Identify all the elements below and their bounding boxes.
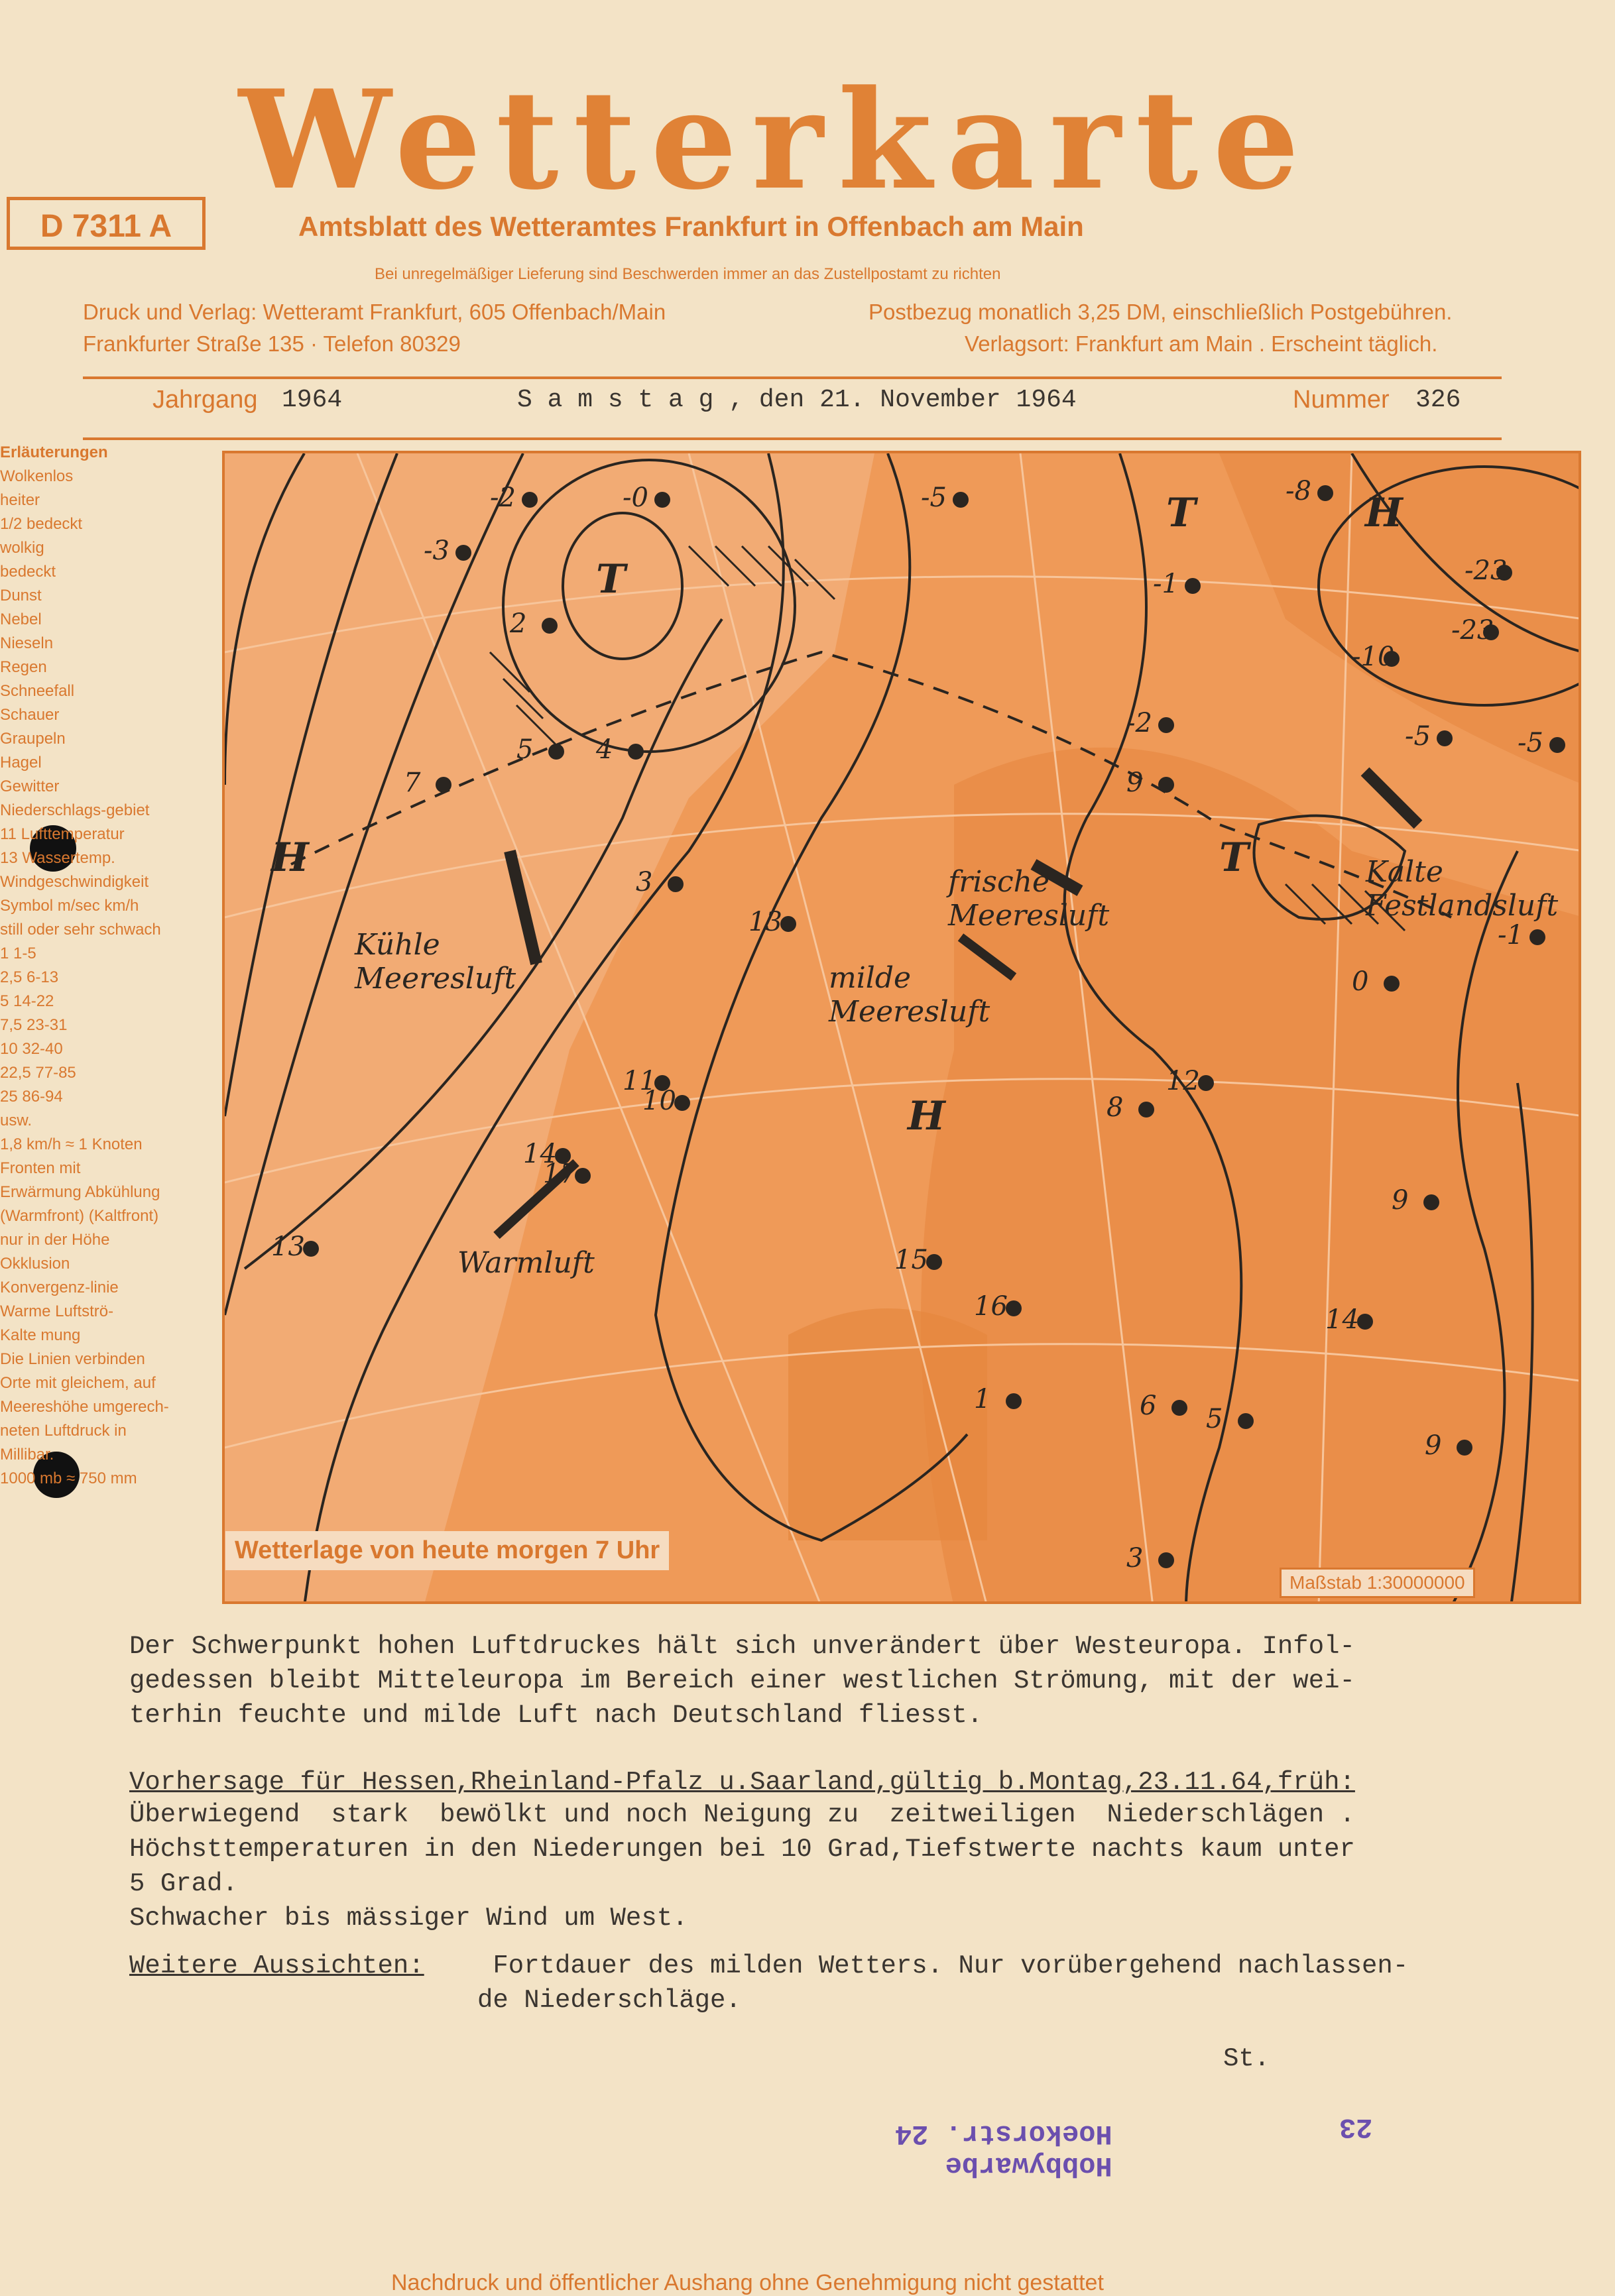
legend-item: 1000 mb ≈ 750 mm [0, 1469, 137, 1487]
station-plot [748, 907, 796, 937]
legend-item: nur in der Höhe [0, 1231, 110, 1249]
station-temperature: 7 [404, 768, 421, 798]
station-temperature: -3 [424, 536, 449, 566]
station-circle [303, 1241, 319, 1257]
masthead-subtitle: Amtsblatt des Wetteramtes Frankfurt in Offenbach am Main [298, 211, 1084, 242]
station-temperature: -2 [1126, 708, 1152, 738]
outlook-label: Weitere Aussichten: [129, 1951, 424, 1980]
station-temperature: 13 [748, 907, 782, 937]
station-temperature: -5 [921, 483, 947, 513]
station-circle [1158, 1552, 1174, 1568]
station-temperature: -1 [1153, 569, 1179, 599]
high-pressure-center: H [1365, 490, 1403, 536]
station-temperature: 0 [1352, 966, 1369, 997]
legend-item: Konvergenz-linie [0, 1279, 119, 1296]
legend-item: 1,8 km/h ≈ 1 Knoten [0, 1135, 143, 1153]
station-circle [1158, 717, 1174, 733]
airmass-label: milde Meeresluft [829, 961, 990, 1029]
station-temperature: 12 [1166, 1066, 1200, 1096]
station-temperature: 14 [1325, 1304, 1359, 1335]
station-plot [636, 867, 684, 897]
reprint-notice: Nachdruck und öffentlicher Aushang ohne Genehmigung nicht gestattet [391, 2270, 1104, 2295]
low-pressure-center: T [596, 556, 626, 603]
legend-item: Schauer [0, 706, 60, 724]
legend-item: Millibar. [0, 1446, 54, 1464]
legend-item: Nebel [0, 610, 42, 628]
legend-item: Warme Luftströ- [0, 1302, 114, 1320]
legend-item: 1 1-5 [0, 945, 36, 962]
station-temperature: 10 [642, 1086, 676, 1116]
station-temperature: -10 [1352, 642, 1395, 672]
high-pressure-center: H [271, 834, 309, 881]
forecast-heading: Vorhersage für Hessen,Rheinland-Pfalz u.Saarland,gültig b.Montag,23.11.64,früh: [129, 1768, 1355, 1797]
legend-item: bedeckt [0, 563, 56, 581]
station-circle [542, 618, 558, 634]
low-pressure-center: T [1166, 490, 1196, 536]
station-temperature: -5 [1405, 721, 1431, 752]
station-circle [455, 545, 471, 561]
station-plot [921, 483, 969, 513]
legend-item: Fronten mit [0, 1159, 81, 1177]
station-temperature: 5 [516, 734, 534, 765]
legend-item: Niederschlags-gebiet [0, 801, 150, 819]
station-temperature: 4 [596, 734, 613, 765]
legend-item: Wolkenlos [0, 467, 74, 485]
station-plot [1451, 615, 1499, 646]
station-circle [1198, 1075, 1214, 1091]
station-temperature: 6 [1140, 1391, 1157, 1421]
airmass-label: Kühle Meeresluft [355, 928, 516, 996]
year-value: 1964 [282, 386, 343, 414]
station-temperature: 1 [974, 1384, 991, 1414]
legend-item: Dunst [0, 587, 42, 604]
station-circle [1317, 485, 1333, 501]
legend-item: 22,5 77-85 [0, 1064, 76, 1082]
stamp-line: Hobbywarbe [945, 2150, 1112, 2181]
station-circle [1357, 1314, 1373, 1330]
legend-item: 10 32-40 [0, 1040, 63, 1058]
legend-item: Regen [0, 658, 47, 676]
legend-item: 13 Wassertemp. [0, 849, 115, 867]
delivery-note: Bei unregelmäßiger Lieferung sind Beschwerden immer an das Zustellpostamt zu richten [375, 265, 1001, 283]
station-circle [575, 1168, 591, 1184]
legend-item: Graupeln [0, 730, 66, 748]
legend-item: Kalte mung [0, 1326, 81, 1344]
legend-item: Nieseln [0, 634, 54, 652]
legend-item: 1/2 bedeckt [0, 515, 83, 533]
station-temperature: 14 [523, 1139, 557, 1169]
station-temperature: 15 [894, 1245, 928, 1275]
imprint-right-2: Verlagsort: Frankfurt am Main . Erscheint täglich. [965, 331, 1438, 356]
station-plot [1405, 721, 1453, 752]
station-temperature: -0 [623, 483, 648, 513]
imprint-right-1: Postbezug monatlich 3,25 DM, einschließlich Postgebühren. [868, 300, 1453, 324]
map-scale: Maßstab 1:30000000 [1280, 1568, 1475, 1598]
station-circle [522, 492, 538, 508]
station-circle [1171, 1400, 1187, 1416]
signature: St. [1223, 2044, 1270, 2073]
imprint-left-1: Druck und Verlag: Wetteramt Frankfurt, 605 Offenbach/Main [83, 300, 666, 324]
legend-item: 5 14-22 [0, 992, 54, 1010]
station-temperature: 2 [510, 608, 527, 639]
station-temperature: 17 [543, 1159, 577, 1189]
number-label: Nummer [1293, 386, 1390, 414]
land-area [788, 1308, 987, 1540]
station-circle [1457, 1440, 1472, 1456]
legend-heading: Erläuterungen [0, 443, 108, 461]
station-temperature: 9 [1126, 768, 1144, 798]
station-circle [668, 876, 684, 892]
station-circle [953, 492, 969, 508]
station-circle [548, 744, 564, 760]
station-temperature: 9 [1425, 1430, 1442, 1461]
station-circle [1138, 1102, 1154, 1118]
airmass-label: Kalte Festlandsluft [1366, 855, 1559, 923]
station-plot [642, 1086, 690, 1116]
station-plot [543, 1159, 591, 1189]
station-temperature: 3 [1126, 1543, 1144, 1574]
map-caption: Wetterlage von heute morgen 7 Uhr [225, 1531, 669, 1570]
legend-item: Okklusion [0, 1255, 70, 1273]
station-temperature: -5 [1518, 728, 1543, 758]
station-circle [926, 1254, 942, 1270]
legend-item: Windgeschwindigkeit [0, 873, 149, 891]
legend-item: Symbol m/sec km/h [0, 897, 139, 915]
masthead-title: Wetterkarte [239, 61, 1314, 220]
rule-bottom [83, 437, 1502, 440]
airmass-label: frische Meeresluft [948, 865, 1110, 933]
legend-item: 11 Lufttemperatur [0, 825, 125, 843]
station-circle [654, 492, 670, 508]
station-circle [436, 777, 451, 793]
legend-item: Meereshöhe umgerech- [0, 1398, 169, 1416]
station-temperature: -8 [1286, 476, 1311, 506]
station-temperature: 16 [974, 1291, 1008, 1322]
station-circle [1158, 777, 1174, 793]
station-temperature: 11 [623, 1066, 656, 1096]
imprint-left-2: Frankfurter Straße 135 · Telefon 80329 [83, 331, 461, 356]
station-circle [1006, 1393, 1022, 1409]
issue-date: S a m s t a g , den 21. November 1964 [517, 386, 1077, 414]
station-circle [1549, 737, 1565, 753]
year-label: Jahrgang [152, 386, 258, 414]
legend-item: Orte mit gleichem, auf [0, 1374, 156, 1392]
legend-item: Schneefall [0, 682, 75, 700]
station-circle [1384, 976, 1400, 992]
rule-top [83, 376, 1502, 379]
station-circle [1529, 929, 1545, 945]
station-temperature: -23 [1451, 615, 1494, 646]
high-pressure-center: H [908, 1093, 945, 1139]
station-plot [1352, 642, 1400, 672]
station-temperature: 3 [636, 867, 653, 897]
issue-code-box: D 7311 A [7, 197, 206, 250]
stamp-number: 23 [1339, 2111, 1373, 2143]
station-plot [1126, 708, 1174, 738]
map-legend [0, 441, 219, 1491]
legend-item: wolkig [0, 539, 44, 557]
station-temperature: 13 [271, 1232, 305, 1262]
station-temperature: 8 [1107, 1092, 1124, 1123]
station-circle [1437, 730, 1453, 746]
legend-item: 7,5 23-31 [0, 1016, 68, 1034]
station-circle [1423, 1194, 1439, 1210]
weather-map-svg [225, 453, 1581, 1604]
station-plot [1465, 555, 1512, 586]
legend-item: still oder sehr schwach [0, 921, 161, 939]
station-circle [628, 744, 644, 760]
forecast-body: Überwiegend stark bewölkt und noch Neigung zu zeitweiligen Niederschlägen . Höchsttemperaturen in den Niederungen bei 10 Grad,Tiefstwerte nachts kaum unter 5 Grad. Schwacher bis mässiger Wind um West. [129, 1800, 1355, 1933]
legend-item: Die Linien verbinden [0, 1350, 145, 1368]
station-temperature: -1 [1498, 920, 1524, 950]
stamp-line: Hoekorstr. 24 [895, 2118, 1112, 2150]
station-circle [780, 916, 796, 932]
legend-item: 25 86-94 [0, 1088, 63, 1106]
legend-item: (Warmfront) (Kaltfront) [0, 1207, 159, 1225]
synopsis-text: Der Schwerpunkt hohen Luftdruckes hält sich unverändert über Westeuropa. Infol- gedessen bleibt Mitteleuropa im Bereich einer westlichen Strömung, mit der wei- terhin feuchte und milde Luft nach Deutschland fliesst. [129, 1632, 1355, 1730]
legend-item: neten Luftdruck in [0, 1422, 127, 1440]
station-circle [1185, 578, 1201, 594]
station-temperature: 9 [1392, 1185, 1409, 1216]
station-temperature: -23 [1465, 555, 1508, 586]
station-circle [674, 1095, 690, 1111]
issue-number: 326 [1415, 386, 1461, 414]
legend-item: Hagel [0, 754, 42, 772]
station-temperature: 5 [1206, 1404, 1223, 1434]
station-circle [1238, 1413, 1254, 1429]
legend-item: 2,5 6-13 [0, 968, 59, 986]
legend-item: Erwärmung Abkühlung [0, 1183, 160, 1201]
address-stamp [895, 2118, 1112, 2181]
station-circle [1006, 1300, 1022, 1316]
legend-item: Gewitter [0, 777, 60, 795]
station-temperature: -2 [490, 483, 516, 513]
legend-item: heiter [0, 491, 40, 509]
outlook-body: Fortdauer des milden Wetters. Nur vorübergehend nachlassen- de Niederschläge. [477, 1951, 1409, 2015]
station-plot [1153, 569, 1201, 599]
airmass-label: Warmluft [457, 1246, 595, 1280]
legend-item: usw. [0, 1112, 32, 1129]
low-pressure-center: T [1219, 834, 1249, 881]
